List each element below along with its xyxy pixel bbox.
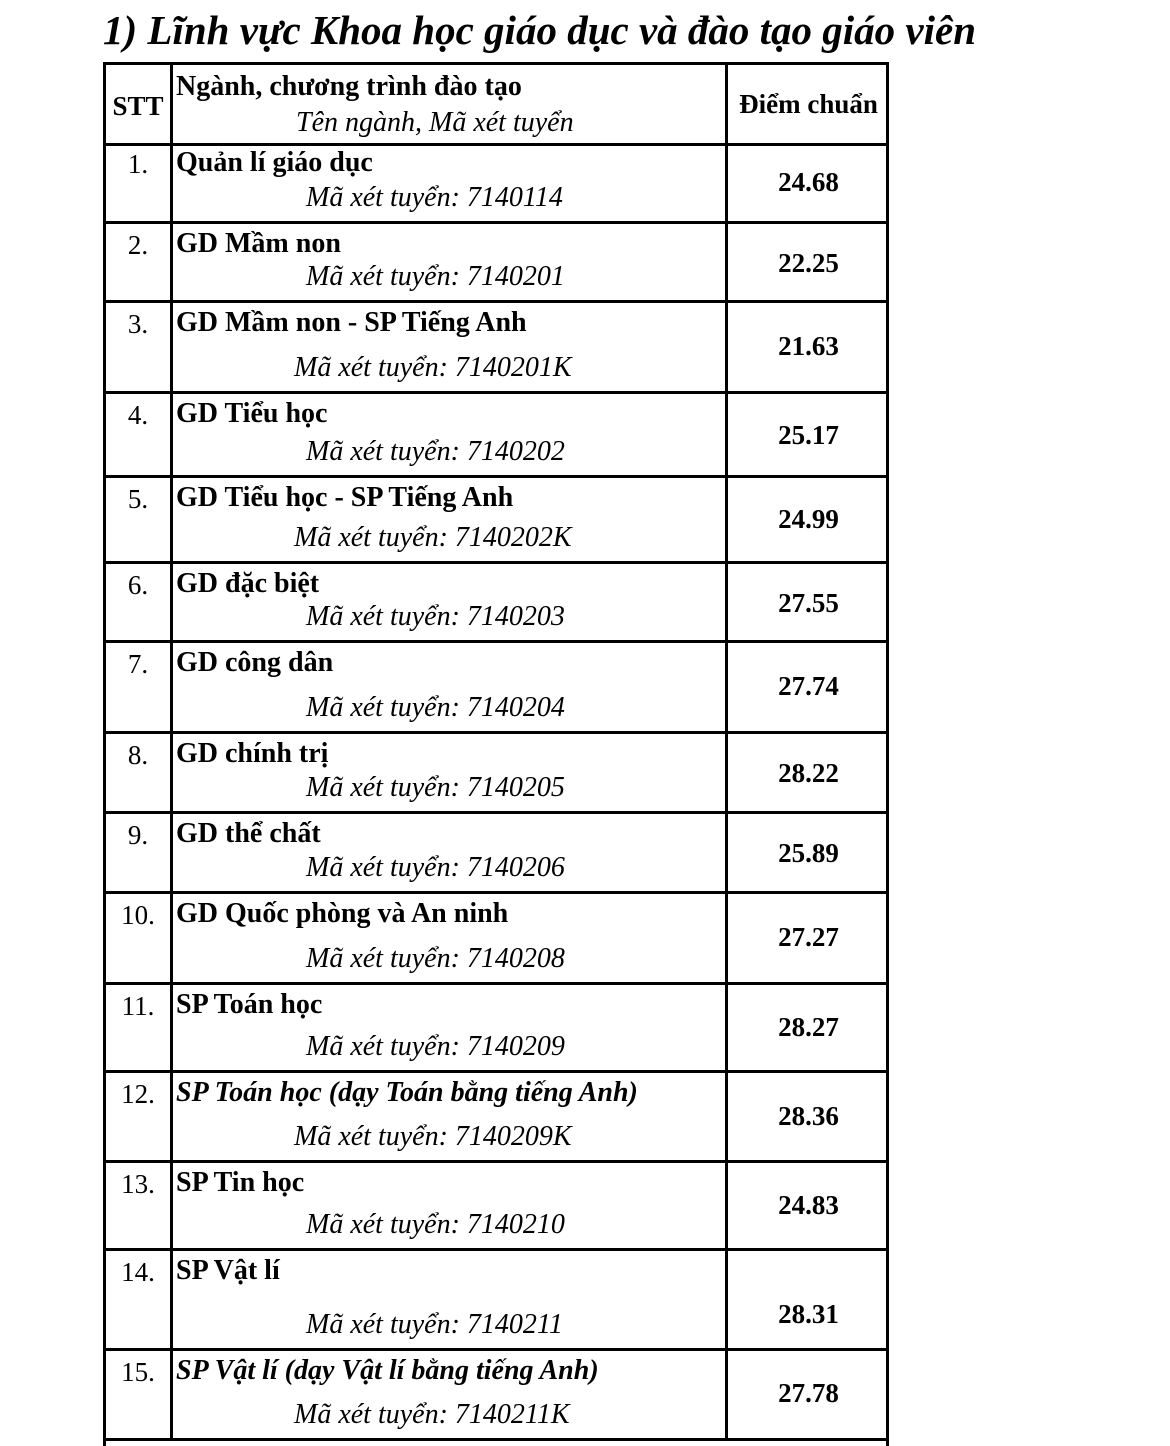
row-stt: 6. — [127, 570, 149, 600]
header-program: Ngành, chương trình đào tạo — [176, 71, 522, 102]
row-stt: 2. — [127, 230, 149, 260]
header-stt: STT — [112, 91, 164, 121]
row-score: 24.83 — [778, 1190, 839, 1220]
row-program-code: Mã xét tuyển: 7140206 — [306, 852, 565, 883]
table-row — [106, 143, 886, 224]
row-program-name: Quản lí giáo dục — [176, 147, 373, 178]
row-stt: 4. — [127, 400, 149, 430]
row-program-name: SP Vật lí — [176, 1255, 280, 1286]
header-program-sub: Tên ngành, Mã xét tuyển — [296, 107, 574, 138]
row-score: 22.25 — [778, 248, 839, 278]
table-row — [106, 814, 886, 894]
row-score: 27.55 — [778, 588, 839, 618]
row-score: 28.22 — [778, 758, 839, 788]
row-program-code: Mã xét tuyển: 7140201 — [306, 261, 565, 292]
row-program-name: SP Tin học — [176, 1167, 305, 1198]
row-program-name: GD đặc biệt — [176, 568, 320, 599]
table-row — [106, 1351, 886, 1441]
row-stt: 9. — [127, 820, 149, 850]
row-program-name: GD Tiểu học - SP Tiếng Anh — [176, 482, 514, 513]
row-program-code: Mã xét tuyển: 7140205 — [306, 772, 565, 803]
table-row — [106, 394, 886, 478]
table-row — [106, 1251, 886, 1351]
row-program-name: GD công dân — [176, 647, 334, 678]
row-program-name: GD Mầm non - SP Tiếng Anh — [176, 307, 527, 338]
row-program-name: GD Mầm non — [176, 228, 341, 259]
row-program-name: SP Toán học (dạy Toán bằng tiếng Anh) — [176, 1077, 638, 1108]
row-program-code: Mã xét tuyển: 7140114 — [306, 182, 563, 213]
row-program-code: Mã xét tuyển: 7140211K — [294, 1399, 570, 1430]
row-stt: 13. — [121, 1169, 155, 1199]
row-stt: 5. — [127, 484, 149, 514]
row-program-code: Mã xét tuyển: 7140202 — [306, 436, 565, 467]
header-score: Điểm chuẩn — [739, 89, 878, 119]
row-score: 27.74 — [778, 671, 839, 701]
table-row — [106, 734, 886, 814]
table-row — [106, 985, 886, 1073]
row-score: 25.89 — [778, 838, 839, 868]
row-score: 24.99 — [778, 504, 839, 534]
row-program-code: Mã xét tuyển: 7140210 — [306, 1209, 565, 1240]
row-score: 21.63 — [778, 331, 839, 361]
table-header-row — [106, 65, 886, 146]
row-program-code: Mã xét tuyển: 7140209K — [294, 1121, 572, 1152]
row-stt: 8. — [127, 740, 149, 770]
row-score: 24.68 — [778, 167, 839, 197]
section-heading: 1) Lĩnh vực Khoa học giáo dục và đào tạo giáo viên — [103, 7, 977, 53]
table-row — [106, 564, 886, 643]
row-score: 28.36 — [778, 1101, 839, 1131]
row-program-code: Mã xét tuyển: 7140201K — [294, 352, 572, 383]
row-program-code: Mã xét tuyển: 7140203 — [306, 601, 565, 632]
row-program-code: Mã xét tuyển: 7140208 — [306, 943, 565, 974]
row-stt: 12. — [121, 1079, 155, 1109]
row-program-code: Mã xét tuyển: 7140204 — [306, 692, 565, 723]
row-program-name: GD Quốc phòng và An ninh — [176, 898, 509, 929]
row-stt: 3. — [127, 309, 149, 339]
table-row — [106, 303, 886, 394]
row-score: 28.31 — [778, 1299, 839, 1329]
row-stt: 14. — [121, 1257, 155, 1287]
row-program-code: Mã xét tuyển: 7140209 — [306, 1031, 565, 1062]
row-program-code: Mã xét tuyển: 7140211 — [306, 1309, 563, 1340]
row-program-name: GD thể chất — [176, 818, 321, 849]
row-score: 28.27 — [778, 1012, 839, 1042]
row-score: 27.27 — [778, 922, 839, 952]
row-stt: 7. — [127, 649, 149, 679]
row-program-name: SP Vật lí (dạy Vật lí bằng tiếng Anh) — [176, 1355, 599, 1386]
row-stt: 15. — [121, 1357, 155, 1387]
row-program-name: SP Toán học — [176, 989, 323, 1020]
row-program-name: GD chính trị — [176, 738, 329, 769]
row-stt: 11. — [121, 991, 155, 1021]
table-row — [106, 224, 886, 303]
row-score: 27.78 — [778, 1378, 839, 1408]
table-row — [106, 643, 886, 734]
table-row — [106, 478, 886, 564]
table-row — [106, 894, 886, 985]
table-row — [106, 1163, 886, 1251]
row-program-name: GD Tiểu học — [176, 398, 328, 429]
row-stt: 1. — [127, 149, 149, 179]
row-stt: 10. — [121, 900, 155, 930]
row-score: 25.17 — [778, 420, 839, 450]
row-program-code: Mã xét tuyển: 7140202K — [294, 522, 572, 553]
admission-scores-table — [103, 62, 889, 1446]
table-row — [106, 1073, 886, 1163]
